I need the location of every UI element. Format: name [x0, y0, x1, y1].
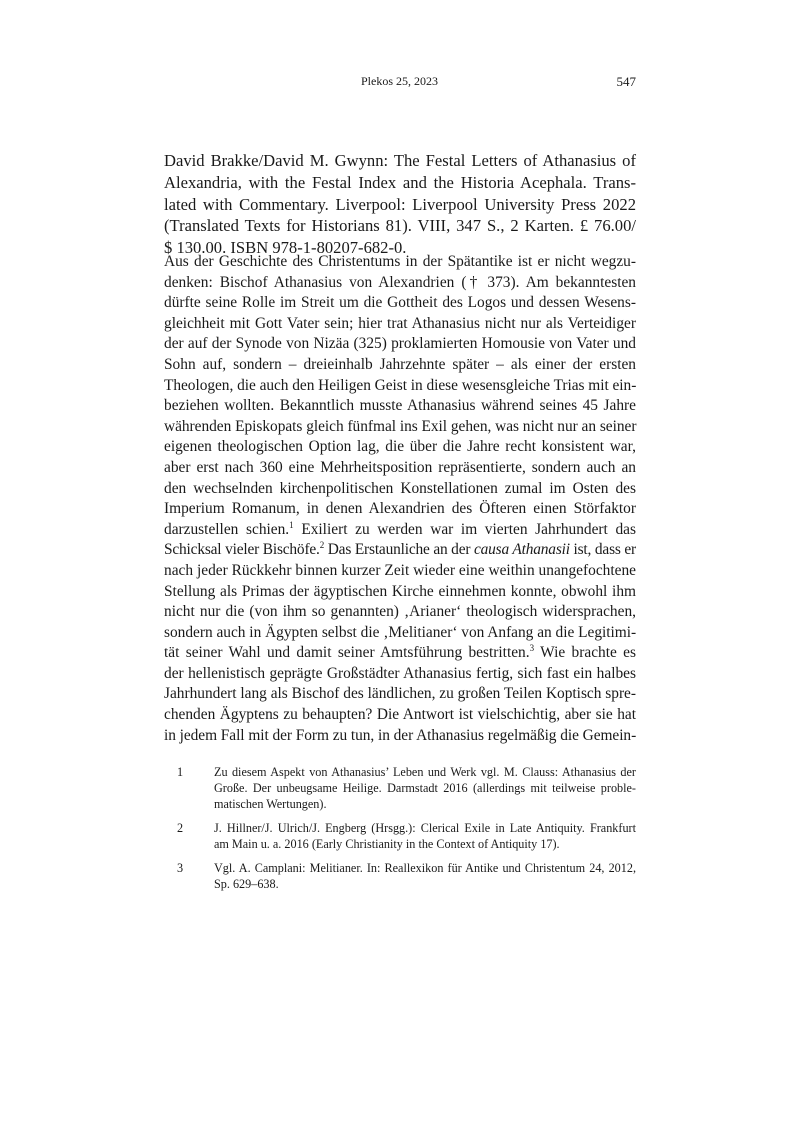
- body-line: [164, 520, 636, 541]
- body-line: der auf der Synode von Nizäa (325) proklamierten Homousie von Vater und: [164, 335, 636, 353]
- body-line: Theologen, die auch den Heiligen Geist in diese wesensgleiche Trias mit ein-: [164, 376, 637, 394]
- text: Wie brachte es: [534, 644, 636, 662]
- body-text: [164, 252, 636, 746]
- footnote-line: J. Hillner/J. Ulrich/J. Engberg (Hrsgg.): Clerical Exile in Late Antiquity. Frankfurt: [214, 821, 636, 835]
- body-line: eigenen theologischen Option lag, die über die Jahre recht konsistent war,: [164, 438, 636, 456]
- body-line: in jedem Fall mit der Form zu tun, in der Athanasius regelmäßig die Gemein-: [164, 726, 637, 744]
- footnote-ref-1[interactable]: 1: [289, 519, 294, 530]
- body-line: Sohn auf, sondern – dreieinhalb Jahrzehnte später – als einer der ersten: [164, 355, 636, 373]
- text: darzustellen schien.: [164, 520, 290, 538]
- italic-term: causa Athanasii: [473, 541, 570, 559]
- footnote-line: am Main u. a. 2016 (Early Christianity in the Context of Antiquity 17).: [214, 837, 560, 851]
- page-number: 547: [616, 74, 636, 89]
- footnote-ref-3[interactable]: 3: [529, 643, 535, 654]
- footnote-line: Zu diesem Aspekt von Athanasius’ Leben und Werk vgl. M. Clauss: Athanasius der: [214, 765, 636, 779]
- text: Schicksal vieler Bischöfe.: [164, 541, 320, 559]
- body-line: dürfte seine Rolle im Streit um die Gottheit des Logos und dessen Wesens-: [164, 294, 636, 312]
- body-line: [164, 540, 636, 561]
- body-line: nach jeder Rückkehr binnen kurzer Zeit wieder eine weithin unangefochtene: [164, 561, 636, 579]
- title-line: $ 130.00. ISBN 978-1-80207-682-0.: [164, 238, 407, 258]
- body-line: den wechselnden kirchenpolitischen Konstellationen zumal im Osten des: [164, 479, 636, 497]
- review-title: [164, 150, 636, 259]
- footnote-line: Große. Der unbeugsame Heilige. Darmstadt 2016 (allerdings mit teilweise proble-: [214, 781, 636, 795]
- body-line: Jahrhundert lang als Bischof des ländlichen, zu großen Teilen Koptisch spre-: [164, 685, 636, 703]
- footnote-number: 1: [177, 765, 184, 779]
- body-line: beziehen wollten. Bekanntlich musste Athanasius während seines 45 Jahre: [164, 397, 636, 415]
- title-line: (Translated Texts for Historians 81). VIII, 347 S., 2 Karten. £ 76.00/: [164, 216, 636, 236]
- body-line: [164, 643, 636, 664]
- title-line: lated with Commentary. Liverpool: Liverpool University Press 2022: [164, 194, 636, 214]
- body-line: chenden Ägyptens zu behaupten? Die Antwort ist vielschichtig, aber sie hat: [164, 706, 636, 724]
- text: ist, dass er: [569, 541, 636, 559]
- footnote-line: Sp. 629–638.: [214, 877, 279, 891]
- body-line: Aus der Geschichte des Christentums in der Spätantike ist er nicht wegzu-: [164, 253, 636, 270]
- body-line: währenden Episkopats gleich fünfmal ins Exil gehen, was nicht nur an seiner: [164, 417, 637, 435]
- footnote-line: matischen Wertungen).: [214, 797, 327, 811]
- title-line: David Brakke/David M. Gwynn: The Festal Letters of Athanasius of: [164, 151, 636, 170]
- body-line: nicht nur die (von ihm so genannten) ‚Arianer‘ theologisch widersprachen,: [164, 603, 636, 621]
- text: Exiliert zu werden war im vierten Jahrhundert das: [293, 520, 636, 538]
- footnote-number: 3: [177, 861, 184, 875]
- footnote-ref-2[interactable]: 2: [319, 540, 325, 551]
- running-header: Plekos 25, 2023: [360, 74, 438, 88]
- body-line: denken: Bischof Athanasius von Alexandrien († 373). Am bekanntesten: [164, 273, 636, 291]
- body-line: Imperium Romanum, in denen Alexandrien des Öfteren einen Störfaktor: [164, 500, 636, 518]
- body-line: der hellenistisch geprägte Großstädter Athanasius fertig, sich fast ein halbes: [164, 664, 636, 682]
- body-line: gleichheit mit Gott Vater sein; hier trat Athanasius nicht nur als Verteidiger: [164, 314, 636, 332]
- body-line: Stellung als Primas der ägyptischen Kirche einnehmen konnte, obwohl ihm: [164, 582, 636, 600]
- text: tät seiner Wahl und damit seiner Amtsführung bestritten.: [164, 644, 530, 662]
- text: Das Erstaunliche an der: [324, 541, 474, 559]
- body-line: sondern auch in Ägypten selbst die ‚Melitianer‘ von Anfang an die Legitimi-: [164, 623, 637, 641]
- footnote-line: Vgl. A. Camplani: Melitianer. In: Reallexikon für Antike und Christentum 24, 2012,: [214, 861, 636, 875]
- title-line: Alexandria, with the Festal Index and the Historia Acephala. Trans-: [164, 172, 636, 192]
- footnote-number: 2: [177, 821, 184, 835]
- body-line: aber erst nach 360 eine Mehrheitsposition repräsentierte, sondern auch an: [164, 458, 636, 476]
